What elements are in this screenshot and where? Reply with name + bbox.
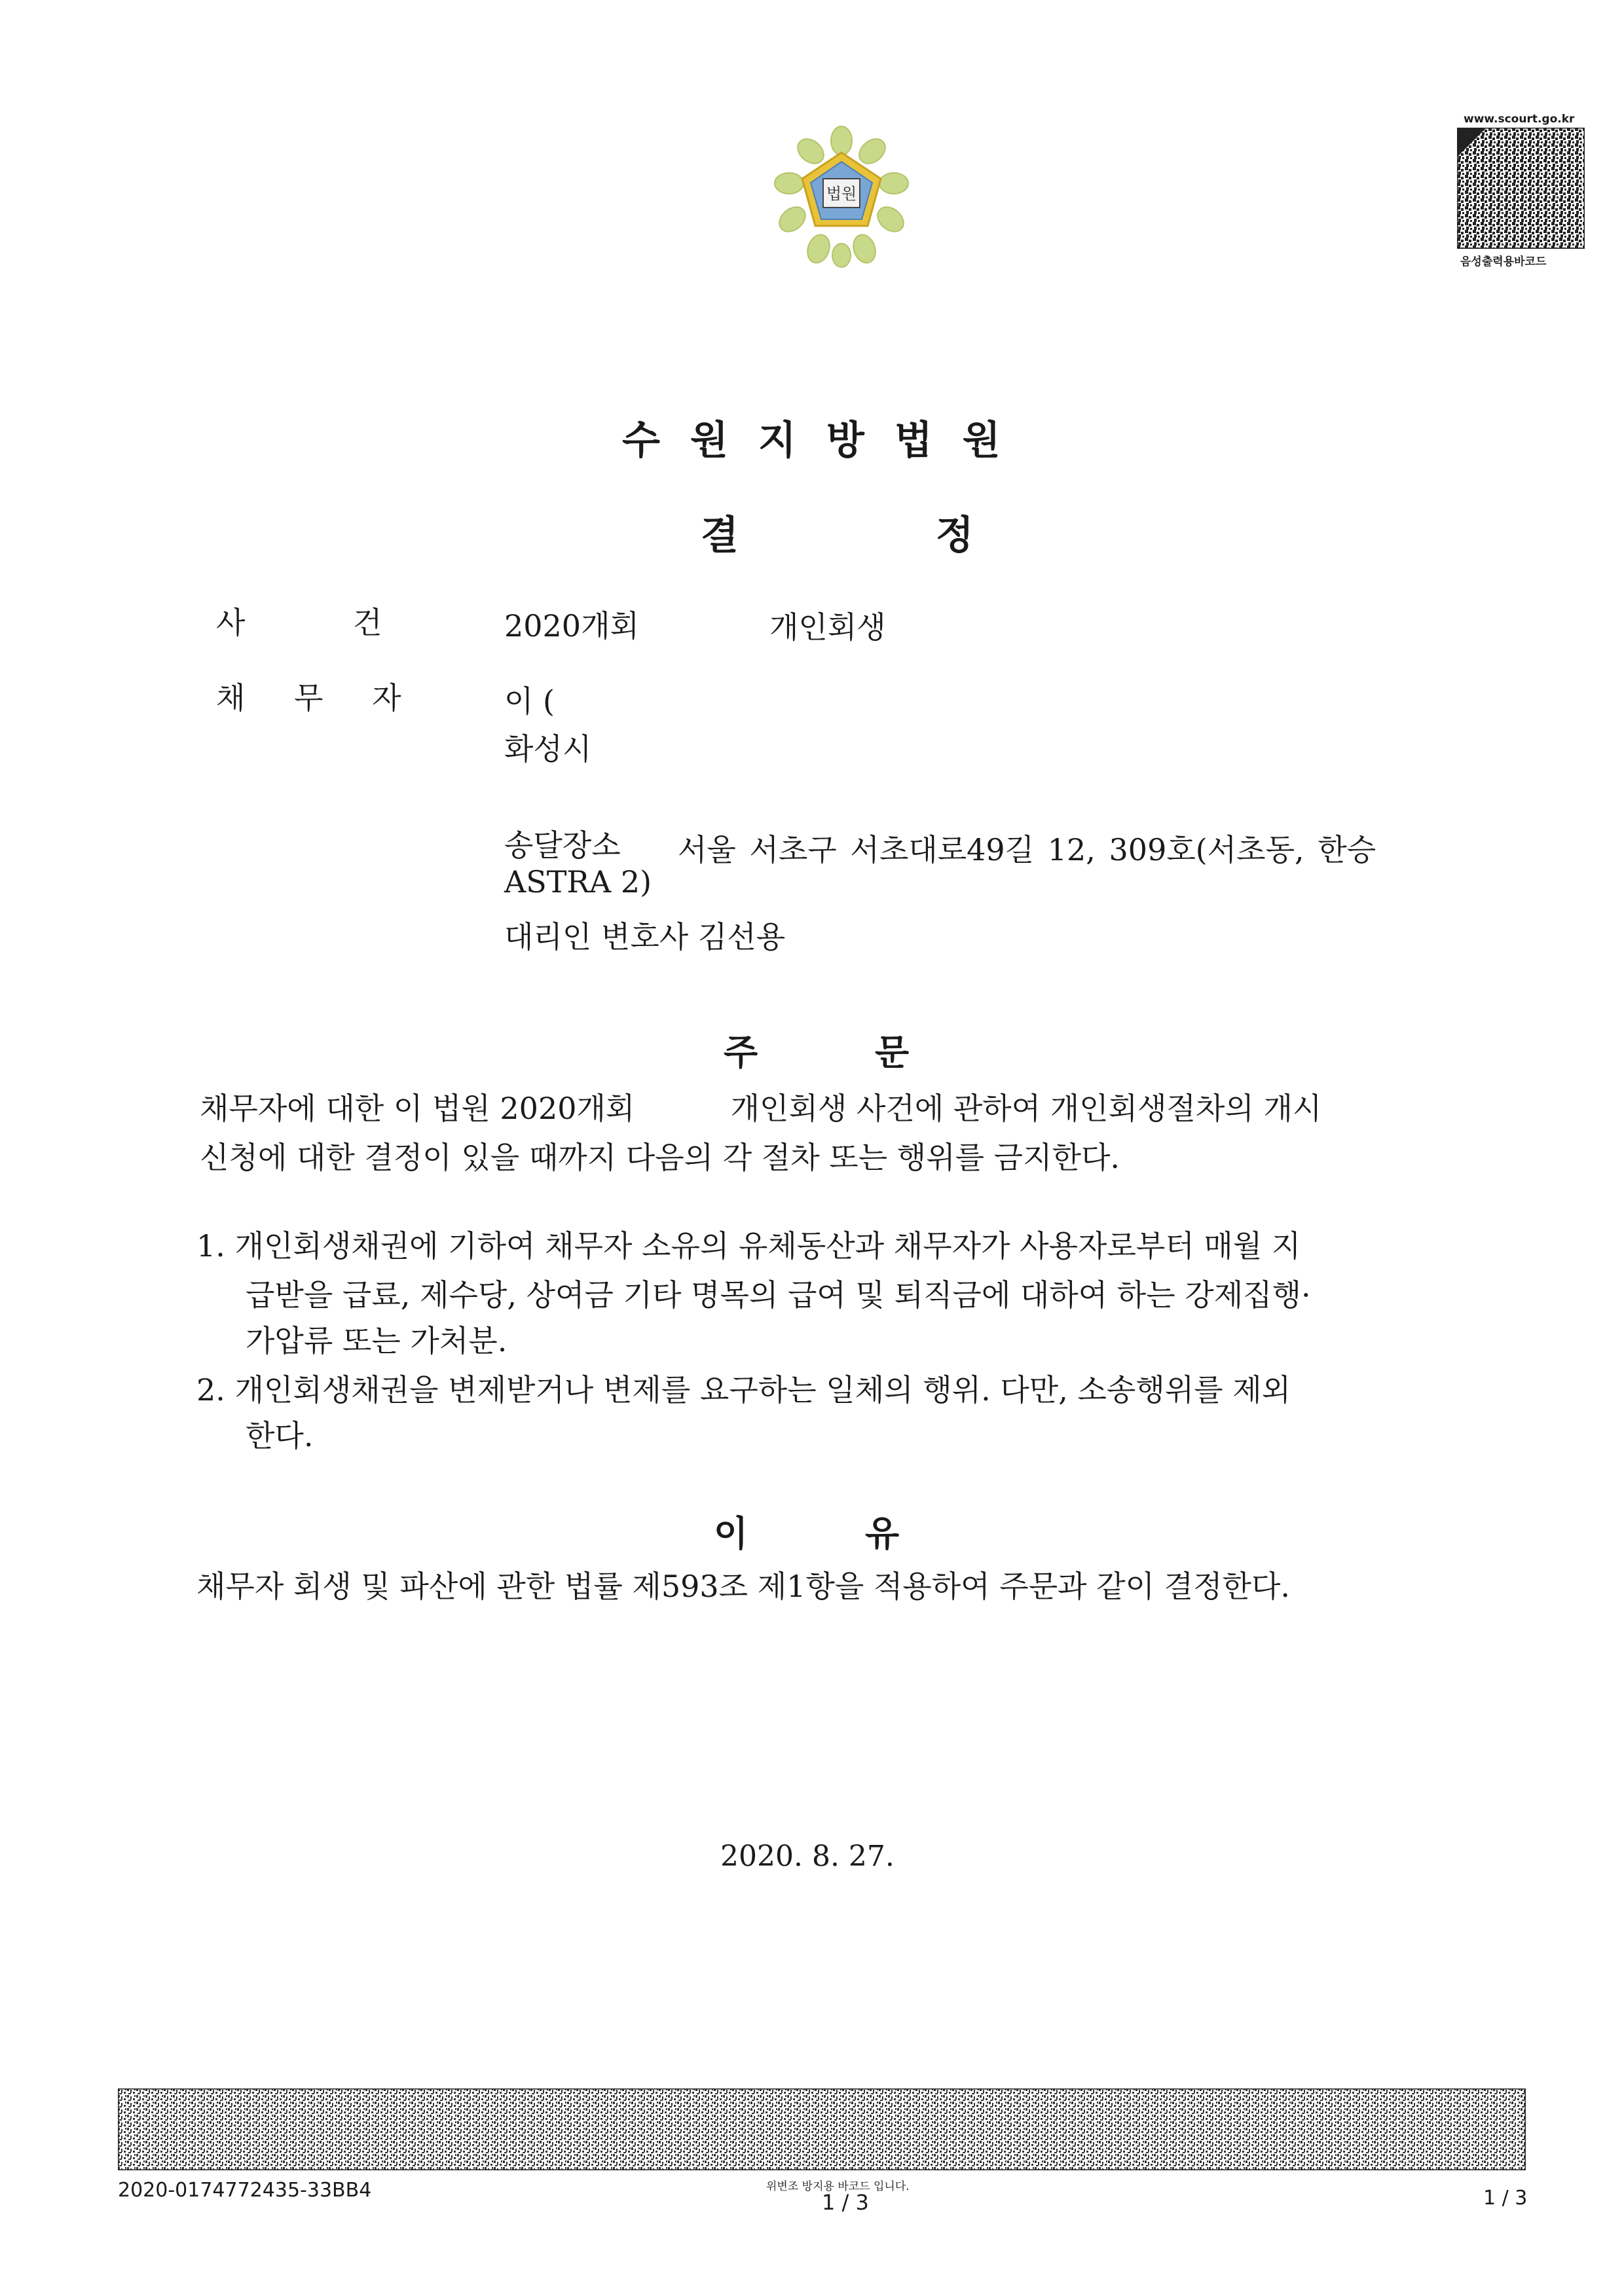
order-item-2-line-1: 2. 개인회생채권을 변제받거나 변제를 요구하는 일체의 행위. 다만, 소송행위를 제외: [196, 1372, 1291, 1408]
page-number-center: 1 / 3: [822, 2190, 869, 2215]
qr-code-icon: [1457, 128, 1585, 249]
seal-text: 법원: [826, 185, 857, 203]
debtor-name: 이 (: [504, 683, 555, 719]
debtor-label: 채 무 자: [216, 680, 401, 716]
court-seal-icon: [760, 121, 923, 275]
page-number-right: 1 / 3: [1483, 2187, 1528, 2210]
delivery-address-line-1: 서울 서초구 서초대로49길 12, 309호(서초동, 한승: [678, 832, 1376, 867]
delivery-label: 송달장소: [504, 828, 621, 863]
court-name: 수원지방법원: [622, 418, 1031, 464]
qr-caption: 음성출력용바코드: [1460, 255, 1547, 268]
document-id: 2020-0174772435-33BB4: [118, 2179, 372, 2202]
case-label: 사 건: [216, 605, 382, 640]
reason-text: 채무자 회생 및 파산에 관한 법률 제593조 제1항을 적용하여 주문과 같이 결정한다.: [196, 1569, 1291, 1604]
debtor-address: 화성시: [504, 731, 592, 767]
qr-url: www.scourt.go.kr: [1464, 113, 1575, 126]
order-item-1-line-2: 급받을 급료, 제수당, 상여금 기타 명목의 급여 및 퇴직금에 대하여 하는 강제집행·: [246, 1277, 1311, 1313]
decision-title: 결 정: [701, 513, 974, 558]
attorney: 대리인 변호사 김선용: [504, 919, 786, 955]
barcode-note: 위변조 방지용 바코드 입니다.: [766, 2180, 910, 2193]
anti-forgery-barcode-icon: [118, 2088, 1526, 2170]
case-name: 개인회생: [769, 610, 886, 645]
order-paragraph-line-2: 신청에 대한 결정이 있을 때까지 다음의 각 절차 또는 행위를 금지한다.: [200, 1140, 1120, 1175]
delivery-address-line-2: ASTRA 2): [504, 864, 652, 900]
decision-date: 2020. 8. 27.: [720, 1840, 895, 1873]
order-item-1-line-1: 1. 개인회생채권에 기하여 채무자 소유의 유체동산과 채무자가 사용자로부터 매월 지: [196, 1228, 1301, 1264]
order-item-1-line-3: 가압류 또는 가처분.: [246, 1323, 507, 1358]
order-item-2-line-2: 한다.: [246, 1418, 314, 1453]
case-number: 2020개회: [504, 608, 639, 644]
order-heading: 주 문: [724, 1032, 910, 1073]
order-paragraph-line-1: 채무자에 대한 이 법원 2020개회 개인회생 사건에 관하여 개인회생절차의 개시: [200, 1091, 1322, 1126]
reason-heading: 이 유: [714, 1513, 900, 1554]
